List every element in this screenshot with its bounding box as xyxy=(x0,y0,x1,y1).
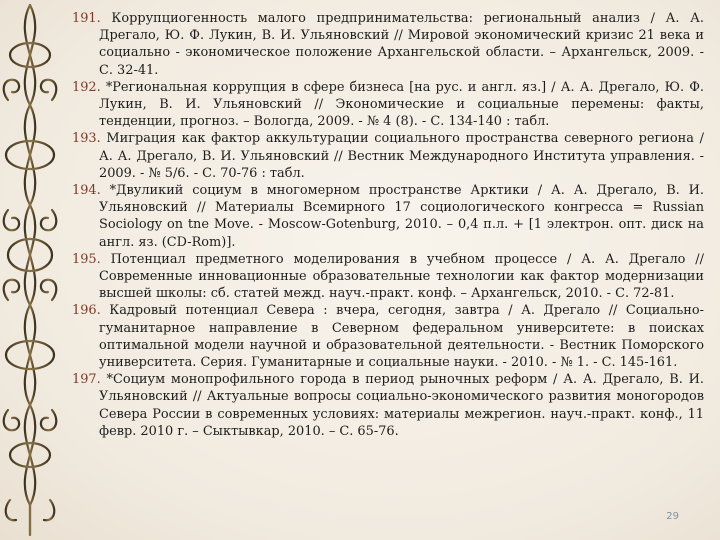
entry-number: 195. xyxy=(72,251,101,267)
entry-text: *Региональная коррупция в сфере бизнеса [на рус. и англ. яз.] / А. А. Дрегало, Ю. Ф. Лукин, В. И. Ульяновский // Экономические и социальные перемены: факты, тенденции, прогноз. – Вологда, 2009. - № 4 (8). - С. 134-140 : табл. xyxy=(99,79,704,130)
bibliography-entry-197 xyxy=(72,371,704,440)
bibliography-list xyxy=(72,10,704,440)
bibliography-entry-191 xyxy=(72,10,704,79)
celtic-ornament-border xyxy=(0,0,70,540)
entry-number: 194. xyxy=(72,183,101,199)
entry-number: 196. xyxy=(72,303,101,319)
entry-text: *Двуликий социум в многомерном пространстве Арктики / А. А. Дрегало, В. И. Ульяновский // Материалы Всемирного 17 социологического конгресса = Russian Sociology on tne Move. - Moscow-Gotenburg, 2010. – 0,4 п.л. + [1 электрон. опт. диск на англ. яз. (CD-Rom)]. xyxy=(99,183,704,250)
bibliography-entry-192 xyxy=(72,79,704,131)
entry-text: Миграция как фактор аккультурации социального пространства северного региона / А. А. Дрегало, В. И. Ульяновский // Вестник Международного Института управления. - 2009. - № 5/6. - С. 70-76 : табл. xyxy=(99,131,704,181)
entry-text: *Социум монопрофильного города в период рыночных реформ / А. А. Дрегало, В. И. Ульяновский // Актуальные вопросы социально-экономического развития моногородов Севера России в современных условиях: материалы межрегион. науч.-практ. конф., 11 февр. 2010 г. – Сыктывкар, 2010. – С. 65-76. xyxy=(99,372,704,439)
entry-number: 191. xyxy=(72,11,101,26)
entry-number: 197. xyxy=(72,372,101,388)
entry-text: Потенциал предметного моделирования в учебном процессе / А. А. Дрегало // Современные инновационные образовательные технологии как фактор модернизации высшей школы: сб. статей межд. науч.-практ. конф. – Архангельск, 2010. - С. 72-81. xyxy=(99,251,704,302)
entry-text: Кадровый потенциал Севера : вчера, сегодня, завтра / А. Дрегало // Социально-гуманитарное направление в Северном федеральном университете: в поисках оптимальной модели научной и образовательной деятельности. - Вестник Поморского университета. Серия. Гуманитарные и социальные науки. - 2010. - № 1. - С. 145-161. xyxy=(99,303,704,371)
bibliography-entry-193 xyxy=(72,130,704,182)
entry-text: Коррупциогенность малого предпринимательства: региональный анализ / А. А. Дрегало, Ю. Ф. Лукин, В. И. Ульяновский // Мировой экономический кризис 21 века и социально - экономическое положение Архангельской области. – Архангельск, 2009. - С. 32-41. xyxy=(99,11,704,78)
entry-number: 193. xyxy=(72,131,101,147)
bibliography-entry-196 xyxy=(72,302,704,371)
page-number: 29 xyxy=(666,511,679,522)
entry-number: 192. xyxy=(72,79,101,95)
bibliography-entry-194 xyxy=(72,182,704,251)
bibliography-entry-195 xyxy=(72,251,704,303)
